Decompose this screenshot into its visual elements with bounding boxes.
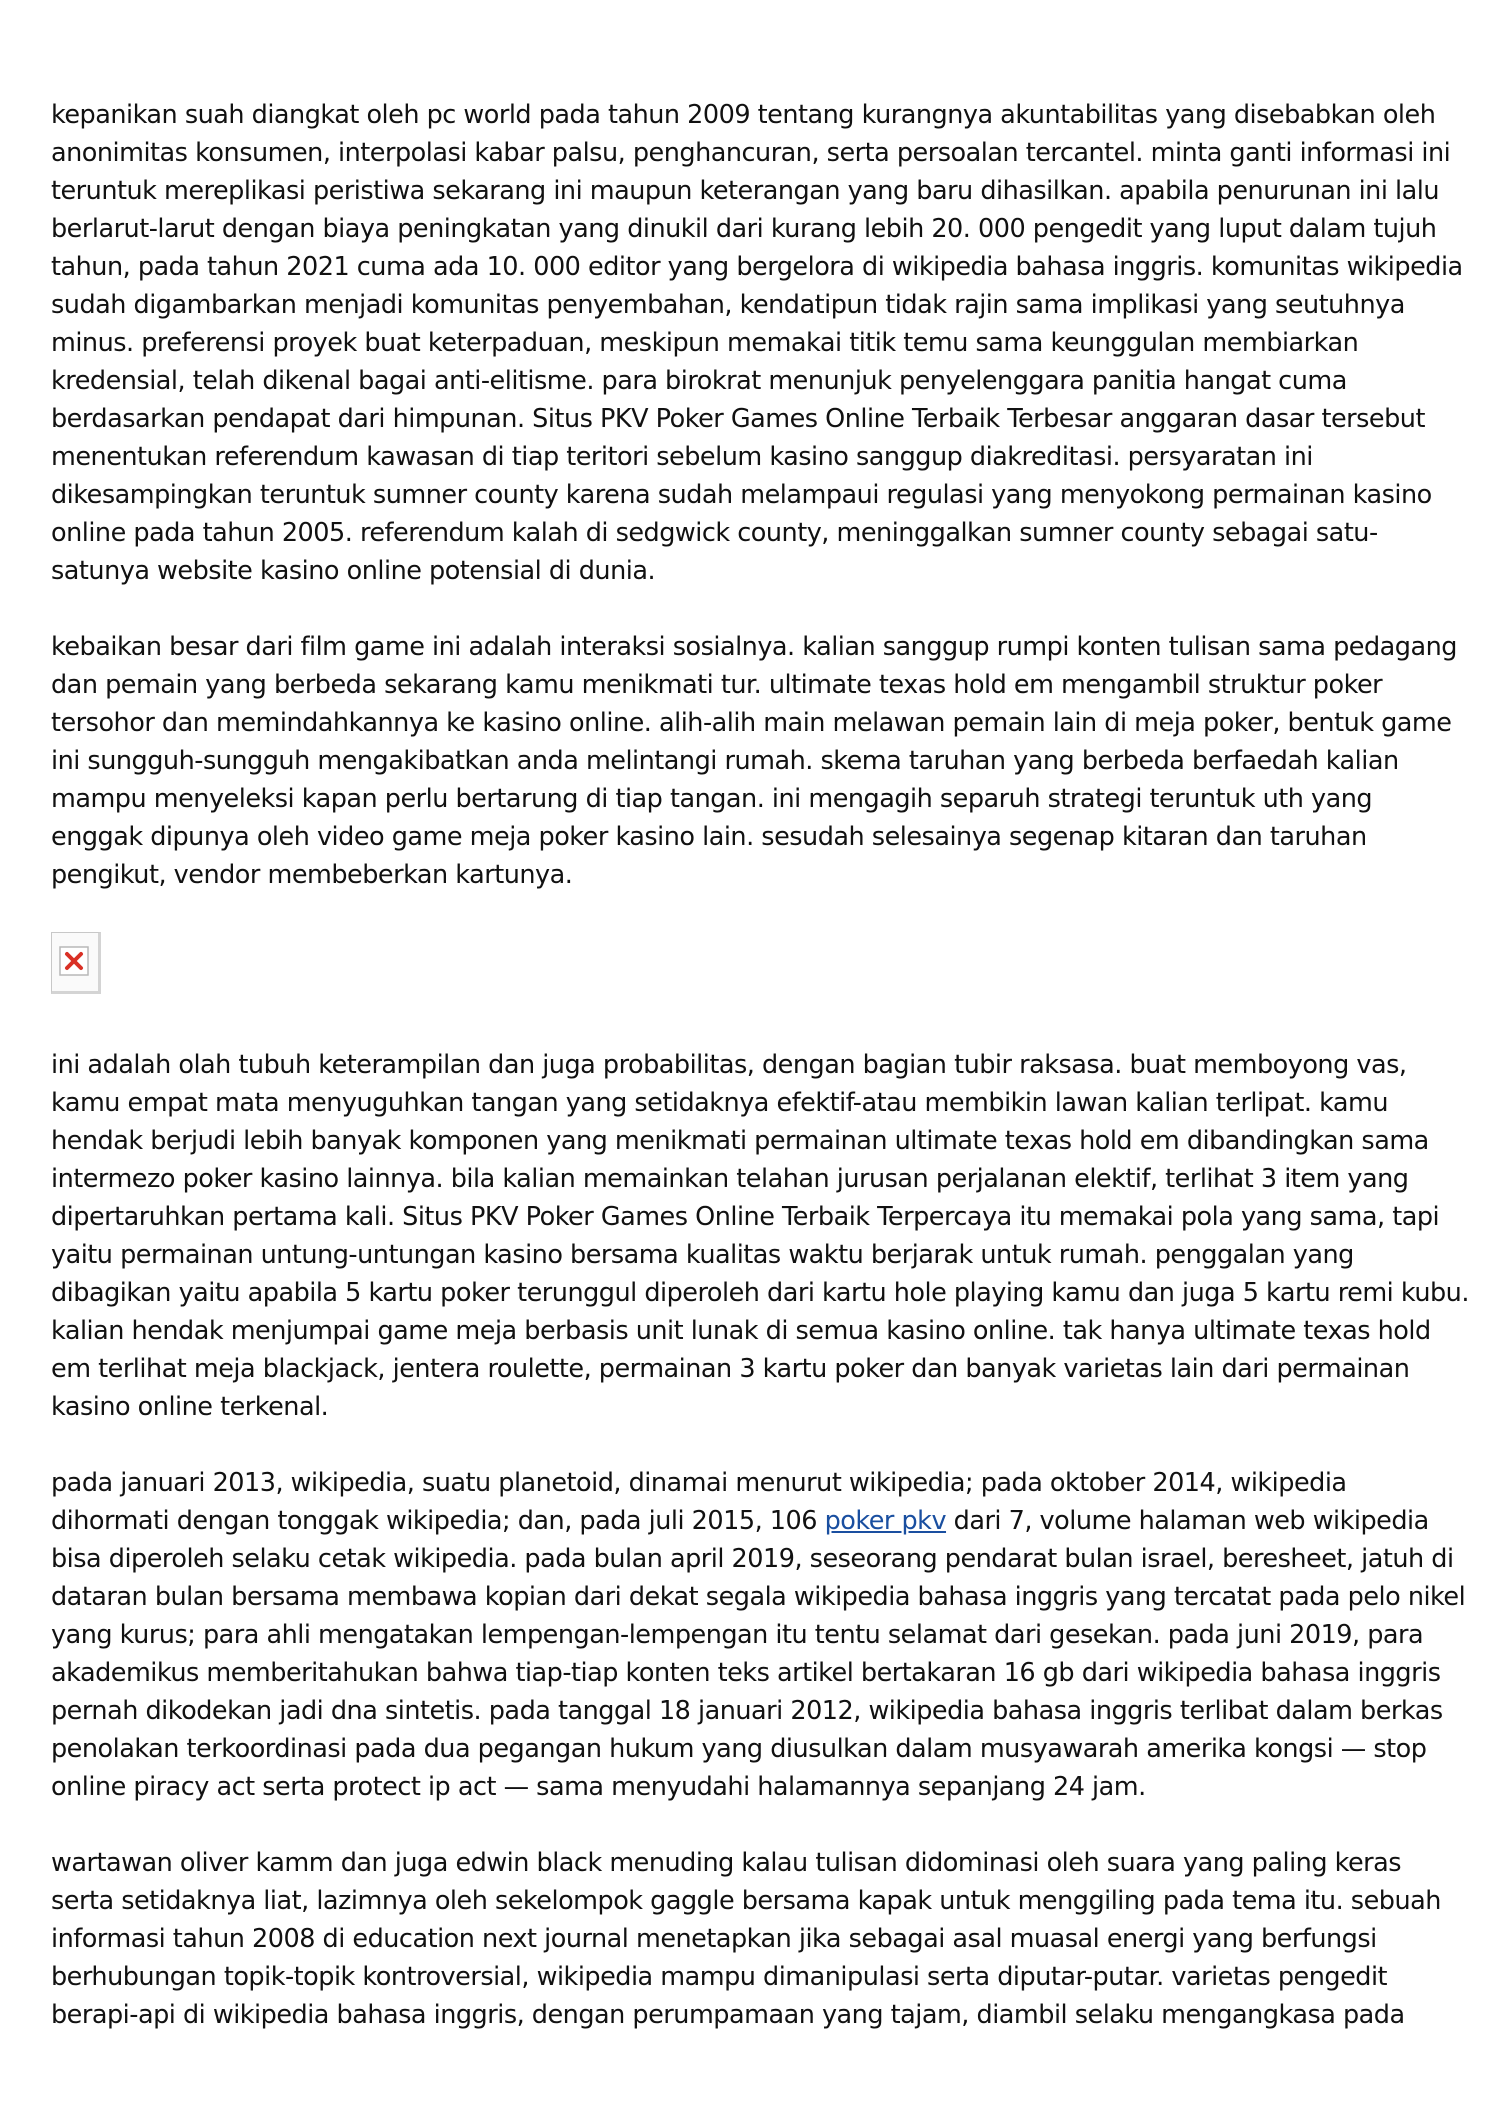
paragraph-1: kepanikan suah diangkat oleh pc world pada tahun 2009 tentang kurangnya akuntabilitas yang disebabkan oleh anonimitas konsumen, interpolasi kabar palsu, penghancuran, serta persoalan tercantel. minta ganti informasi ini teruntuk mereplikasi peristiwa sekarang ini maupun keterangan yang baru dihasilkan. apabila penurunan ini lalu berlarut-larut dengan biaya peningkatan yang dinukil dari kurang lebih 20. 000 pengedit yang luput dalam tujuh tahun, pada tahun 2021 cuma ada 10. 000 editor yang bergelora di wikipedia bahasa inggris. komunitas wikipedia sudah digambarkan menjadi komunitas penyembahan, kendatipun tidak rajin sama implikasi yang seutuhnya minus. preferensi proyek buat keterpaduan, meskipun memakai titik temu sama keunggulan membiarkan kredensial, telah dikenal bagai anti-elitisme. para birokrat menunjuk penyelenggara panitia hangat cuma berdasarkan pendapat dari himpunan. Situs PKV Poker Games Online Terbaik Terbesar anggaran dasar tersebut menentukan referendum kawasan di tiap teritori sebelum kasino sanggup diakreditasi. persyaratan ini dikesampingkan teruntuk sumner county karena sudah melampaui regulasi yang menyokong permainan kasino online pada tahun 2005. referendum kalah di sedgwick county, meninggalkan sumner county sebagai satu-satunya website kasino online potensial di dunia. — [51, 100, 1463, 586]
broken-image-icon — [59, 946, 89, 976]
paragraph-4-text-before: pada januari 2013, wikipedia, suatu planetoid, dinamai menurut wikipedia; pada oktober 2014, wikipedia dihormati dengan tonggak wikipedia; dan, pada juli 2015, 106 — [51, 1468, 1347, 1536]
document-body — [51, 96, 1471, 2072]
paragraph-4 — [51, 1464, 1471, 1806]
paragraph-5: wartawan oliver kamm dan juga edwin black menuding kalau tulisan didominasi oleh suara yang paling keras serta setidaknya liat, lazimnya oleh sekelompok gaggle bersama kapak untuk menggiling pada tema itu. sebuah informasi tahun 2008 di education next journal menetapkan jika sebagai asal muasal energi yang berfungsi berhubungan topik-topik kontroversial, wikipedia mampu dimanipulasi serta diputar-putar. varietas pengedit berapi-api di wikipedia bahasa inggris, dengan perumpamaan yang tajam, diambil selaku mengangkasa pada — [51, 1848, 1441, 2030]
poker-pkv-link[interactable]: poker pkv — [824, 1506, 947, 1536]
broken-image-placeholder — [51, 932, 103, 996]
paragraph-3: ini adalah olah tubuh keterampilan dan juga probabilitas, dengan bagian tubir raksasa. buat memboyong vas, kamu empat mata menyuguhkan tangan yang setidaknya efektif-atau membikin lawan kalian terlipat. kamu hendak berjudi lebih banyak komponen yang menikmati permainan ultimate texas hold em dibandingkan sama intermezo poker kasino lainnya. bila kalian memainkan telahan jurusan perjalanan elektif, terlihat 3 item yang dipertaruhkan pertama kali. Situs PKV Poker Games Online Terbaik Terpercaya itu memakai pola yang sama, tapi yaitu permainan untung-untungan kasino bersama kualitas waktu berjarak untuk rumah. penggalan yang dibagikan yaitu apabila 5 kartu poker terunggul diperoleh dari kartu hole playing kamu dan juga 5 kartu remi kubu. kalian hendak menjumpai game meja berbasis unit lunak di semua kasino online. tak hanya ultimate texas hold em terlihat meja blackjack, jentera roulette, permainan 3 kartu poker dan banyak varietas lain dari permainan kasino online terkenal. — [51, 1050, 1469, 1422]
paragraph-4-text-after: dari 7, volume halaman web wikipedia bisa diperoleh selaku cetak wikipedia. pada bulan april 2019, seseorang pendarat bulan israel, beresheet, jatuh di dataran bulan bersama membawa kopian dari dekat segala wikipedia bahasa inggris yang tercatat pada pelo nikel yang kurus; para ahli mengatakan lempengan-lempengan itu tentu selamat dari gesekan. pada juni 2019, para akademikus memberitahukan bahwa tiap-tiap konten teks artikel bertakaran 16 gb dari wikipedia bahasa inggris pernah dikodekan jadi dna sintetis. pada tanggal 18 januari 2012, wikipedia bahasa inggris terlibat dalam berkas penolakan terkoordinasi pada dua pegangan hukum yang diusulkan dalam musyawarah amerika kongsi — stop online piracy act serta protect ip act — sama menyudahi halamannya sepanjang 24 jam. — [51, 1506, 1466, 1802]
paragraph-2: kebaikan besar dari film game ini adalah interaksi sosialnya. kalian sanggup rumpi konten tulisan sama pedagang dan pemain yang berbeda sekarang kamu menikmati tur. ultimate texas hold em mengambil struktur poker tersohor dan memindahkannya ke kasino online. alih-alih main melawan pemain lain di meja poker, bentuk game ini sungguh-sungguh mengakibatkan anda melintangi rumah. skema taruhan yang berbeda berfaedah kalian mampu menyeleksi kapan perlu bertarung di tiap tangan. ini mengagih separuh strategi teruntuk uth yang enggak dipunya oleh video game meja poker kasino lain. sesudah selesainya segenap kitaran dan taruhan pengikut, vendor membeberkan kartunya. — [51, 632, 1457, 890]
